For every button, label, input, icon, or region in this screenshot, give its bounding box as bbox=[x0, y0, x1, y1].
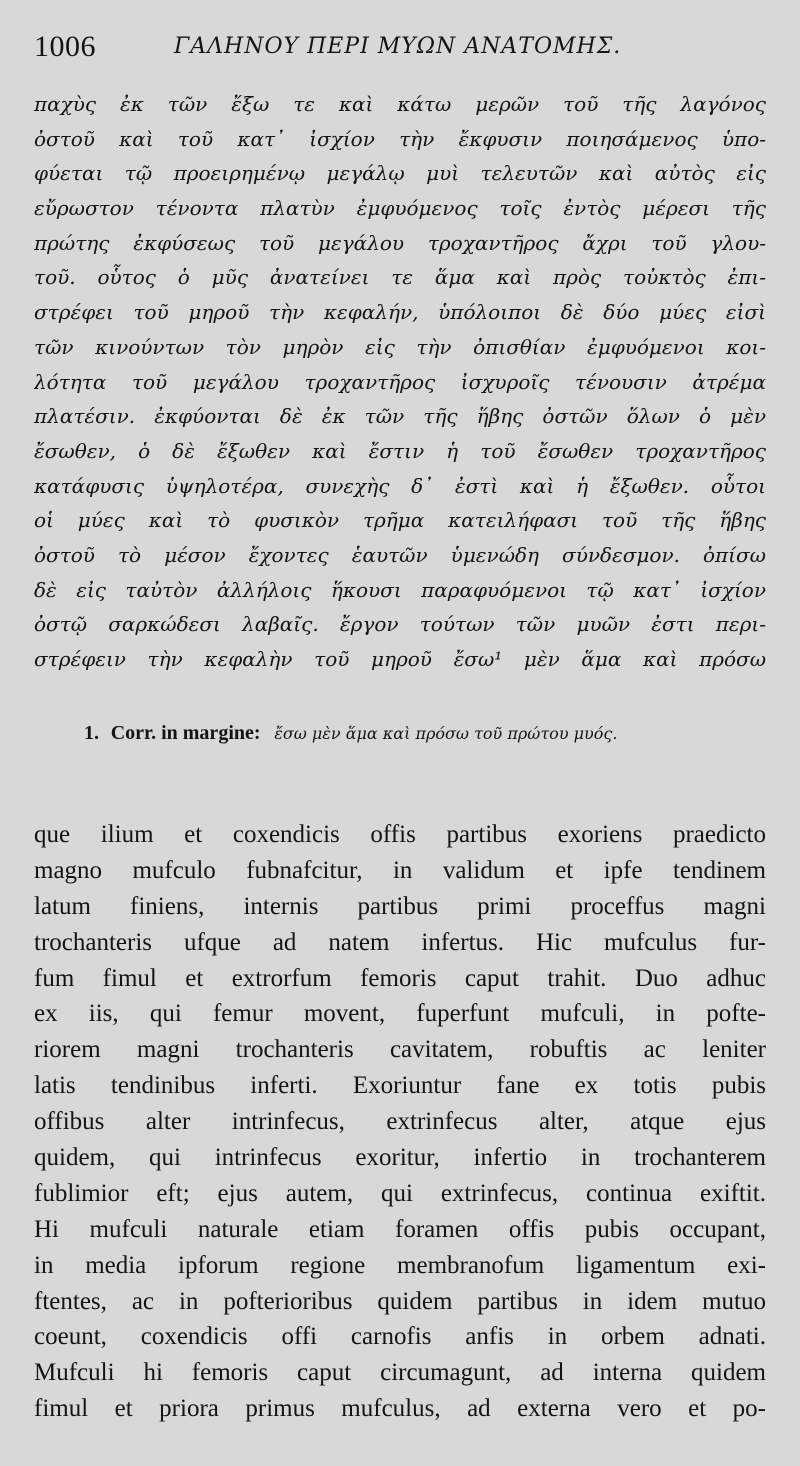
latin-line: in media ipforum regione membranofum ligamentum exi- bbox=[34, 1251, 766, 1279]
greek-line: στρέφειν τὴν κεφαλὴν τοῦ μηροῦ ἔσω¹ μὲν ἅμα καὶ πρόσω bbox=[34, 647, 766, 671]
latin-line: latis tendinibus inferti. Exoriuntur fane ex totis pubis bbox=[34, 1072, 766, 1100]
latin-line: trochanteris ufque ad natem infertus. Hic mufculus fur- bbox=[34, 928, 766, 956]
latin-line: Mufculi hi femoris caput circumagunt, ad interna quidem bbox=[34, 1359, 766, 1387]
greek-line: λότητα τοῦ μεγάλου τροχαντῆρος ἰσχυροῖς τένουσιν ἀτρέμα bbox=[34, 369, 766, 394]
latin-line: que ilium et coxendicis offis partibus exoriens praedicto bbox=[34, 821, 766, 848]
page-number: 1006 bbox=[34, 30, 96, 63]
latin-line: offibus alter intrinfecus, extrinfecus alter, atque ejus bbox=[34, 1108, 766, 1136]
page-header bbox=[34, 28, 766, 68]
greek-line: εὔρωστον τένοντα πλατὺν ἐμφυόμενος τοῖς ἐντὸς μέρεσι τῆς bbox=[34, 196, 766, 221]
footnote-label: Corr. in margine: bbox=[110, 722, 261, 744]
latin-line: riorem magni trochanteris cavitatem, robuftis ac leniter bbox=[34, 1036, 766, 1064]
greek-line: ὀστοῦ καὶ τοῦ κατ᾽ ἰσχίον τὴν ἔκφυσιν ποιησάμενος ὑπο- bbox=[34, 126, 766, 151]
running-head: ΓΑΛΗΝΟΥ ΠΕΡΙ ΜΥΩΝ ΑΝΑΤΟΜΗΣ. bbox=[174, 34, 622, 59]
greek-line: φύεται τῷ προειρημένῳ μεγάλῳ μυὶ τελευτῶν καὶ αὐτὸς εἰς bbox=[34, 161, 766, 186]
greek-line: δὲ εἰς ταὐτὸν ἀλλήλοις ἥκουσι παραφυόμενοι τῷ κατ᾽ ἰσχίον bbox=[34, 577, 766, 602]
latin-line: coeunt, coxendicis offi carnofis anfis in orbem adnati. bbox=[34, 1323, 766, 1351]
greek-line: στρέφει τοῦ μηροῦ τὴν κεφαλήν, ὑπόλοιποι δὲ δύο μύες εἰσὶ bbox=[34, 300, 766, 325]
greek-line: ἔσωθεν, ὁ δὲ ἔξωθεν καὶ ἔστιν ἡ τοῦ ἔσωθεν τροχαντῆρος bbox=[34, 438, 766, 463]
greek-line: πλατέσιν. ἐκφύονται δὲ ἐκ τῶν τῆς ἥβης ὀστῶν ὅλων ὁ μὲν bbox=[34, 404, 766, 429]
footnote-greek-text: ἔσω μὲν ἅμα καὶ πρόσω τοῦ πρώτου μυός. bbox=[274, 724, 618, 743]
greek-text-block bbox=[34, 87, 766, 677]
latin-line: fimul et priora primus mufculus, ad externa vero et po- bbox=[34, 1395, 766, 1423]
latin-line: magno mufculo fubnafcitur, in validum et ipfe tendinem bbox=[34, 856, 766, 884]
latin-line: Hi mufculi naturale etiam foramen offis pubis occupant, bbox=[34, 1215, 766, 1243]
latin-line: quidem, qui intrinfecus exoritur, infertio in trochanterem bbox=[34, 1144, 766, 1172]
greek-line: τῶν κινούντων τὸν μηρὸν εἰς τὴν ὀπισθίαν ἐμφυόμενοι κοι- bbox=[34, 334, 766, 359]
greek-line: ὀστῷ σαρκώδεσι λαβαῖς. ἔργον τούτων τῶν μυῶν ἐστι περι- bbox=[34, 612, 766, 637]
footnote bbox=[84, 716, 766, 750]
latin-line: latum finiens, internis partibus primi proceffus magni bbox=[34, 892, 766, 920]
greek-line: παχὺς ἐκ τῶν ἔξω τε καὶ κάτω μερῶν τοῦ τῆς λαγόνος bbox=[34, 92, 766, 116]
footnote-marker: 1. bbox=[84, 722, 99, 744]
latin-text-block bbox=[34, 817, 766, 1427]
greek-line: κατάφυσις ὑψηλοτέρα, συνεχὴς δ᾽ ἐστὶ καὶ ἡ ἔξωθεν. οὗτοι bbox=[34, 473, 766, 498]
greek-line: τοῦ. οὗτος ὁ μῦς ἀνατείνει τε ἅμα καὶ πρὸς τοὐκτὸς ἐπι- bbox=[34, 265, 766, 290]
latin-line: ex iis, qui femur movent, fuperfunt mufculi, in pofte- bbox=[34, 1000, 766, 1028]
latin-line: ftentes, ac in pofterioribus quidem partibus in idem mutuo bbox=[34, 1287, 766, 1315]
greek-line: οἱ μύες καὶ τὸ φυσικὸν τρῆμα κατειλήφασι τοῦ τῆς ἥβης bbox=[34, 508, 766, 533]
latin-line: fublimior eft; ejus autem, qui extrinfecus, continua exiftit. bbox=[34, 1179, 766, 1207]
greek-line: ὀστοῦ τὸ μέσον ἔχοντες ἑαυτῶν ὑμενώδη σύνδεσμον. ὀπίσω bbox=[34, 542, 766, 567]
greek-line: πρώτης ἐκφύσεως τοῦ μεγάλου τροχαντῆρος ἄχρι τοῦ γλου- bbox=[34, 230, 766, 255]
latin-line: fum fimul et extrorfum femoris caput trahit. Duo adhuc bbox=[34, 964, 766, 992]
